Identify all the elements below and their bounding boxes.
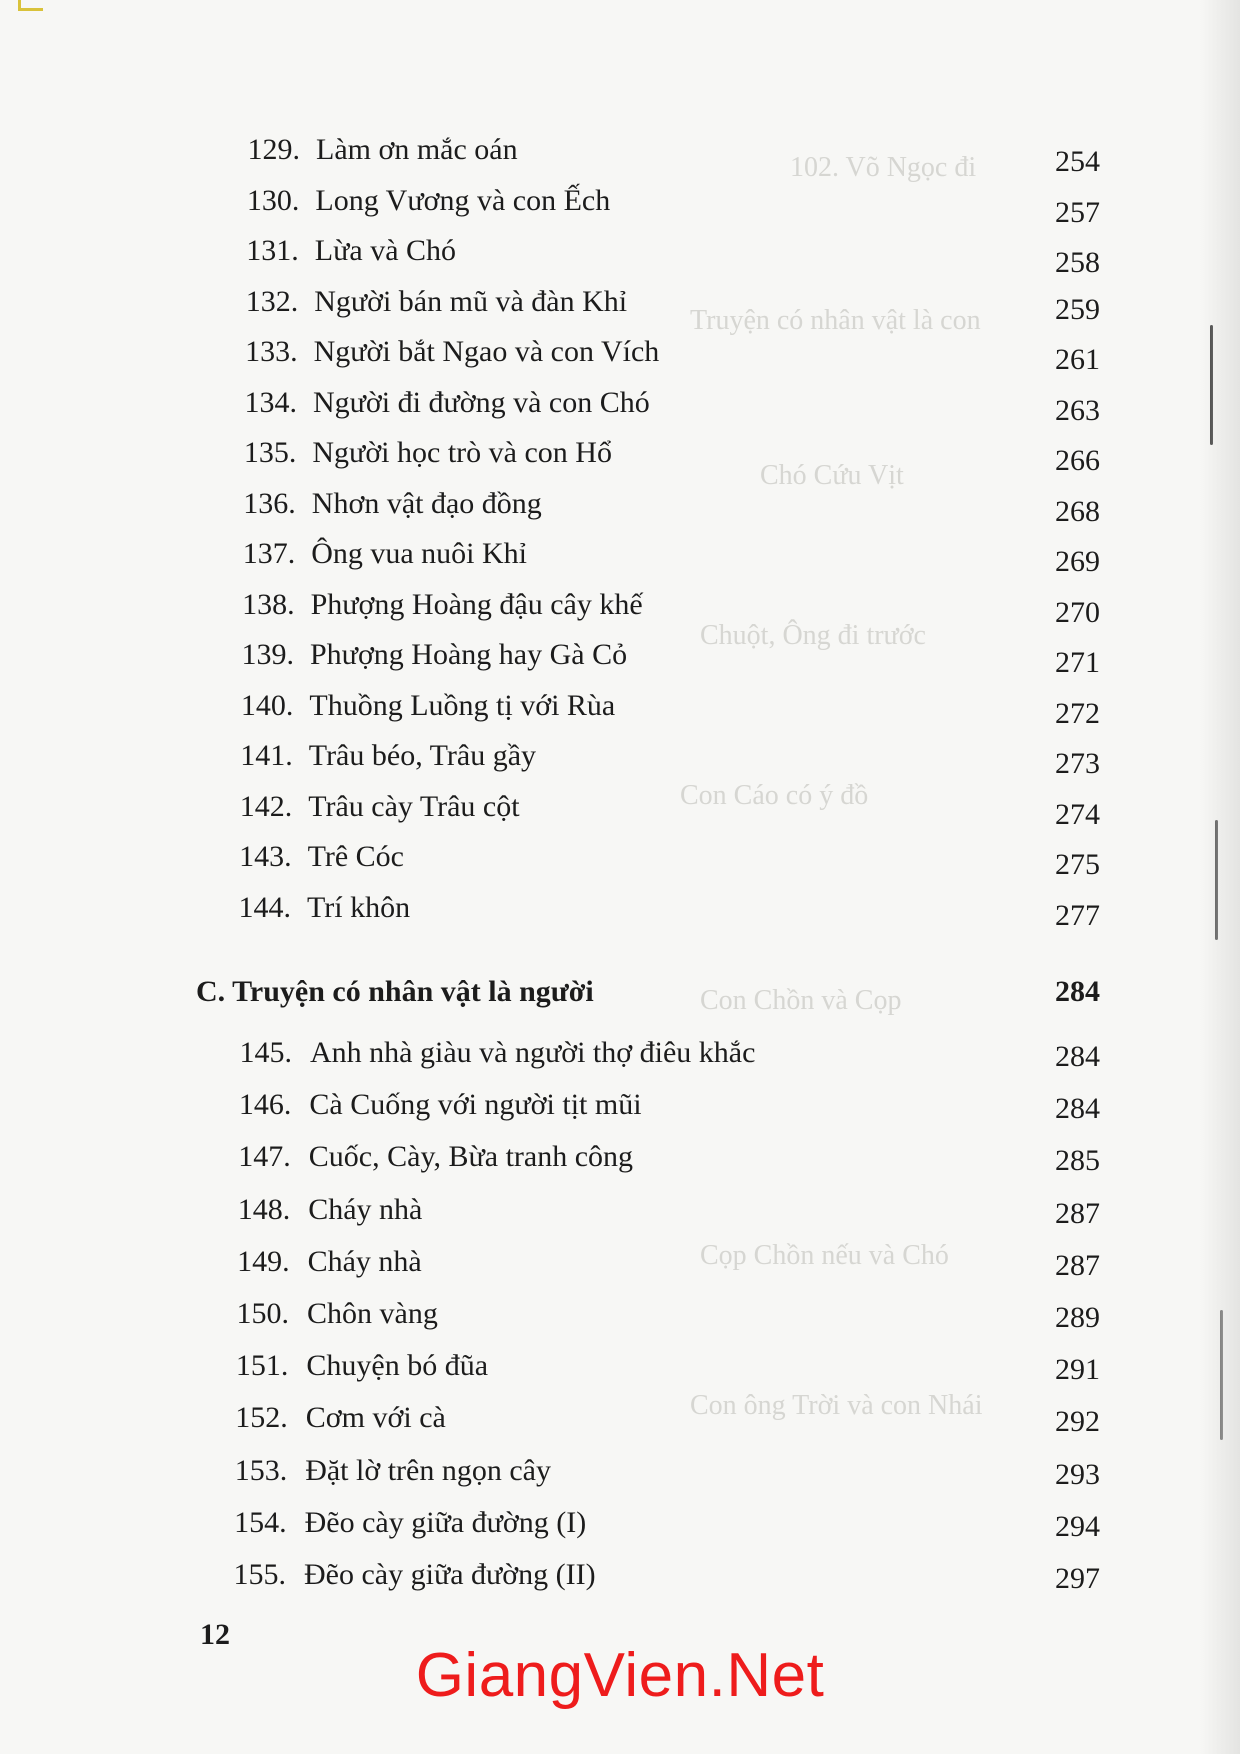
- toc-entry: [0, 1088, 1240, 1128]
- toc-entry-title: Phượng Hoàng hay Gà Cỏ: [310, 638, 628, 671]
- toc-entry-title: Trí khôn: [307, 890, 411, 924]
- page-edge-shadow: [1200, 0, 1240, 1754]
- toc-entry-number: 141.: [240, 739, 293, 772]
- toc-entry-number: 146.: [238, 1088, 292, 1122]
- toc-entry-title: Đẽo cày giữa đường (II): [304, 1558, 596, 1591]
- toc-entry: [0, 1036, 1240, 1076]
- section-title: C. Truyện có nhân vật là người: [196, 975, 594, 1008]
- toc-entry-number: 148.: [237, 1192, 291, 1226]
- toc-section-heading: [0, 975, 1240, 1015]
- toc-entry-number: 133.: [245, 335, 298, 368]
- toc-entry-page: 254: [1055, 145, 1100, 178]
- toc-entry: [0, 638, 1240, 678]
- toc-entry-page: 275: [1055, 848, 1100, 881]
- toc-entry-title: Cà Cuống với người tịt mũi: [309, 1088, 642, 1122]
- toc-entry-page: 285: [1055, 1144, 1100, 1178]
- toc-entry: [0, 689, 1240, 729]
- toc-entry-number: 153.: [234, 1453, 288, 1487]
- toc-entry: [0, 1558, 1240, 1598]
- toc-entry-page: 287: [1055, 1196, 1100, 1230]
- toc-entry: [0, 790, 1240, 830]
- toc-entry: [0, 1454, 1240, 1494]
- toc-entry-number: 154.: [234, 1505, 287, 1539]
- toc-entry-title: Cháy nhà: [308, 1192, 423, 1226]
- toc-entry-page: 258: [1055, 246, 1100, 279]
- toc-entry-page: 274: [1055, 797, 1100, 831]
- toc-entry-title: Người học trò và con Hổ: [312, 436, 612, 469]
- toc-entry-page: 271: [1055, 646, 1100, 679]
- toc-entry: [0, 739, 1240, 779]
- toc-entry-title: Trâu cày Trâu cột: [308, 789, 520, 823]
- toc-entry-page: 261: [1055, 343, 1100, 376]
- toc-entry-title: Lừa và Chó: [314, 234, 457, 267]
- toc-entry-page: 284: [1055, 1040, 1100, 1073]
- toc-entry: [0, 891, 1240, 931]
- toc-entry-number: 142.: [239, 789, 293, 823]
- bleed-through: Truyện có nhân vật là con: [690, 305, 981, 336]
- bleed-through: Chó Cứu Vịt: [760, 460, 904, 491]
- toc-entry-number: 130.: [246, 183, 300, 217]
- toc-entry-number: 129.: [247, 133, 300, 166]
- toc-entry-number: 138.: [242, 587, 295, 621]
- toc-entry: [0, 537, 1240, 577]
- toc-entry-number: 140.: [240, 688, 294, 722]
- bleed-through: Con Cáo có ý đồ: [680, 780, 869, 811]
- toc-entry-page: 263: [1055, 393, 1100, 427]
- toc-entry: [0, 1506, 1240, 1546]
- toc-entry: [0, 335, 1240, 375]
- toc-entry: [0, 285, 1240, 325]
- page-number: 12: [200, 1618, 230, 1651]
- bleed-through: Cọp Chồn nếu và Chó: [700, 1240, 949, 1271]
- toc-entry: [0, 1140, 1240, 1180]
- toc-entry-title: Anh nhà giàu và người thợ điêu khắc: [310, 1036, 756, 1069]
- toc-entry-title: Làm ơn mắc oán: [316, 133, 518, 166]
- toc-entry-number: 152.: [235, 1401, 288, 1435]
- toc-entry: [0, 1349, 1240, 1389]
- toc-entry-title: Thuồng Luồng tị với Rùa: [309, 688, 616, 722]
- toc-entry-title: Chôn vàng: [307, 1297, 438, 1330]
- toc-entry-number: 151.: [235, 1349, 289, 1383]
- toc-entry-number: 132.: [245, 284, 299, 318]
- toc-entry-title: Người đi đường và con Chó: [313, 385, 650, 419]
- toc-entry-title: Chuyện bó đũa: [306, 1349, 489, 1383]
- toc-entry-title: Người bán mũ và đàn Khỉ: [314, 284, 628, 318]
- toc-entry-number: 144.: [238, 890, 291, 924]
- toc-entry-page: 297: [1055, 1562, 1100, 1595]
- toc-entry-title: Cuốc, Cày, Bừa tranh công: [308, 1140, 634, 1174]
- toc-entry-title: Long Vương và con Ếch: [315, 183, 611, 217]
- toc-entry-number: 149.: [237, 1244, 290, 1278]
- toc-entry: [0, 183, 1240, 229]
- toc-entry: [0, 1245, 1240, 1285]
- toc-entry-page: 266: [1055, 444, 1100, 477]
- toc-entry-page: 289: [1055, 1301, 1100, 1334]
- toc-entry-page: 294: [1055, 1509, 1100, 1543]
- toc-entry-title: Đặt lờ trên ngọn cây: [305, 1453, 551, 1487]
- toc-entry-number: 155.: [233, 1558, 286, 1591]
- toc-entry-title: Ông vua nuôi Khỉ: [311, 537, 528, 570]
- toc-entry-page: 272: [1055, 696, 1100, 730]
- toc-entry: [0, 1193, 1240, 1233]
- toc-entry-title: Nhơn vật đạo đồng: [311, 486, 542, 520]
- bleed-through: Chuột, Ông đi trước: [700, 620, 926, 651]
- toc-entry-number: 143.: [239, 840, 292, 873]
- toc-entry-page: 269: [1055, 545, 1100, 578]
- toc-entry-page: 268: [1055, 494, 1100, 528]
- toc-entry-number: 131.: [246, 234, 299, 267]
- toc-entry: [0, 133, 1240, 178]
- toc-entry-page: 270: [1055, 595, 1100, 629]
- toc-entry-page: 277: [1055, 898, 1100, 932]
- bleed-through: Con Chồn và Cọp: [700, 985, 902, 1016]
- toc-entry: [0, 588, 1240, 628]
- toc-entry-page: 287: [1055, 1248, 1100, 1282]
- toc-entry-number: 145.: [239, 1036, 292, 1069]
- toc-entry: [0, 487, 1240, 527]
- toc-entry-number: 136.: [243, 486, 296, 520]
- section-page: 284: [1055, 975, 1100, 1008]
- toc-entry-page: 291: [1055, 1353, 1100, 1387]
- bleed-through: 102. Võ Ngọc đi: [790, 152, 977, 183]
- toc-entry: [0, 386, 1240, 426]
- toc-entry-number: 150.: [236, 1297, 289, 1330]
- toc-entry-page: 292: [1055, 1405, 1100, 1439]
- watermark-text: GiangVien.Net: [415, 1641, 825, 1710]
- toc-entry-number: 147.: [238, 1140, 291, 1174]
- toc-entry-title: Phượng Hoàng đậu cây khế: [310, 587, 643, 621]
- toc-entry-title: Người bắt Ngao và con Vích: [313, 335, 660, 368]
- toc-entry-page: 293: [1055, 1457, 1100, 1491]
- toc-entry: [0, 234, 1240, 279]
- toc-entry: [0, 840, 1240, 880]
- toc-entry-page: 259: [1055, 292, 1100, 326]
- toc-entry-number: 134.: [244, 385, 297, 419]
- toc-entry-page: 257: [1055, 195, 1100, 229]
- toc-entry: [0, 1297, 1240, 1337]
- toc-entry-page: 273: [1055, 747, 1100, 780]
- toc-entry-page: 284: [1055, 1092, 1100, 1126]
- bleed-through: Con ông Trời và con Nhái: [690, 1390, 983, 1421]
- corner-mark: [18, 0, 43, 11]
- toc-entry-number: 137.: [242, 537, 296, 570]
- toc-entry-number: 135.: [243, 436, 297, 469]
- toc-entry-number: 139.: [241, 638, 294, 671]
- toc-entry-title: Trâu béo, Trâu gầy: [308, 739, 537, 772]
- toc-entry-title: Cháy nhà: [307, 1244, 422, 1278]
- toc-entry-title: Đẽo cày giữa đường (I): [304, 1505, 587, 1539]
- toc-entry-title: Trê Cóc: [307, 840, 404, 873]
- toc-entry: [0, 1401, 1240, 1441]
- toc-entry: [0, 436, 1240, 476]
- toc-entry-title: Cơm với cà: [305, 1401, 446, 1435]
